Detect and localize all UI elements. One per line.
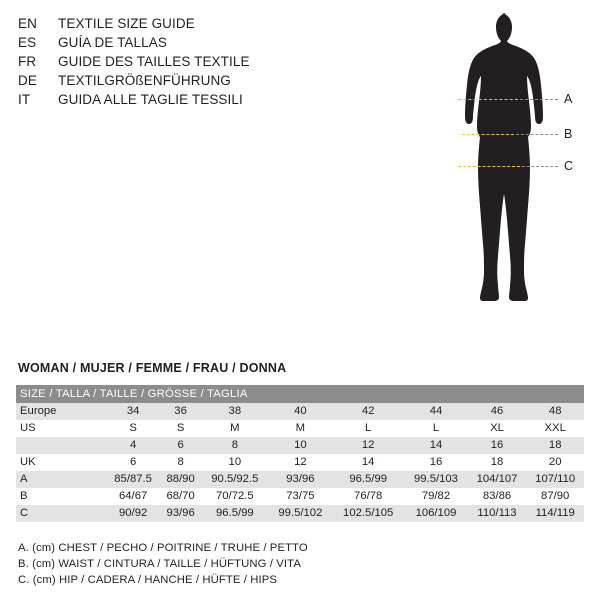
language-row xyxy=(18,92,348,111)
cell: 14 xyxy=(332,454,404,471)
cell: 79/82 xyxy=(404,488,467,505)
cell: 93/96 xyxy=(269,471,332,488)
cell: 83/86 xyxy=(468,488,527,505)
cell: M xyxy=(269,420,332,437)
cell: 40 xyxy=(269,403,332,420)
size-table xyxy=(16,385,584,522)
language-code: IT xyxy=(18,92,31,107)
table-header-row xyxy=(16,385,584,403)
cell: 44 xyxy=(404,403,467,420)
language-row xyxy=(18,73,348,92)
cell: 12 xyxy=(332,437,404,454)
row-label: B xyxy=(16,488,106,505)
section-title: WOMAN / MUJER / FEMME / FRAU / DONNA xyxy=(18,361,287,375)
cell: 114/119 xyxy=(526,505,584,522)
cell: 104/107 xyxy=(468,471,527,488)
cell: 96.5/99 xyxy=(332,471,404,488)
marker-label-a: A xyxy=(564,92,573,106)
measurement-legend xyxy=(18,540,308,588)
row-label: C xyxy=(16,505,106,522)
cell: 16 xyxy=(404,454,467,471)
language-code: EN xyxy=(18,16,37,31)
language-code: DE xyxy=(18,73,37,88)
waist-measure-line xyxy=(462,134,514,135)
language-title: TEXTILE SIZE GUIDE xyxy=(58,16,195,31)
cell: 12 xyxy=(269,454,332,471)
cell: 8 xyxy=(201,437,269,454)
language-row xyxy=(18,16,348,35)
cell: 110/113 xyxy=(468,505,527,522)
cell: 18 xyxy=(526,437,584,454)
marker-label-c: C xyxy=(564,159,574,173)
cell: L xyxy=(332,420,404,437)
cell: 107/110 xyxy=(526,471,584,488)
row-label: Europe xyxy=(16,403,106,420)
cell: S xyxy=(106,420,160,437)
body-outline-icon xyxy=(430,8,590,368)
cell: 38 xyxy=(201,403,269,420)
legend-item-b: B. (cm) WAIST / CINTURA / TAILLE / HÜFTUNG / VITA xyxy=(18,558,301,570)
cell: 6 xyxy=(160,437,201,454)
cell: 20 xyxy=(526,454,584,471)
legend-item-c: C. (cm) HIP / CADERA / HANCHE / HÜFTE / HIPS xyxy=(18,574,278,586)
cell: 6 xyxy=(106,454,160,471)
table-header-label: SIZE / TALLA / TAILLE / GRÖSSE / TAGLIA xyxy=(16,385,584,403)
cell: 99.5/102 xyxy=(269,505,332,522)
cell: 96.5/99 xyxy=(201,505,269,522)
cell: 42 xyxy=(332,403,404,420)
waist-leader-line xyxy=(516,134,558,135)
cell: 88/90 xyxy=(160,471,201,488)
cell: 85/87.5 xyxy=(106,471,160,488)
hip-leader-line xyxy=(522,166,558,167)
cell: 48 xyxy=(526,403,584,420)
cell: 4 xyxy=(106,437,160,454)
cell: 102.5/105 xyxy=(332,505,404,522)
cell: 8 xyxy=(160,454,201,471)
table-row xyxy=(16,454,584,471)
cell: 76/78 xyxy=(332,488,404,505)
marker-label-b: B xyxy=(564,127,573,141)
language-code: ES xyxy=(18,35,37,50)
cell: XXL xyxy=(526,420,584,437)
table-row xyxy=(16,471,584,488)
chest-leader-line xyxy=(520,99,558,100)
cell: 18 xyxy=(468,454,527,471)
cell: S xyxy=(160,420,201,437)
cell: 73/75 xyxy=(269,488,332,505)
language-title: GUÍA DE TALLAS xyxy=(58,35,167,50)
language-title-block xyxy=(18,16,348,111)
hip-measure-line xyxy=(458,166,520,167)
cell: 46 xyxy=(468,403,527,420)
cell: 10 xyxy=(269,437,332,454)
chest-measure-line xyxy=(458,99,518,100)
cell: 64/67 xyxy=(106,488,160,505)
language-row xyxy=(18,35,348,54)
table-row xyxy=(16,437,584,454)
cell: 87/90 xyxy=(526,488,584,505)
table-row xyxy=(16,505,584,522)
cell: 99.5/103 xyxy=(404,471,467,488)
cell: 90/92 xyxy=(106,505,160,522)
table-row xyxy=(16,420,584,437)
legend-item-a: A. (cm) CHEST / PECHO / POITRINE / TRUHE / PETTO xyxy=(18,542,308,554)
cell: L xyxy=(404,420,467,437)
cell: 90.5/92.5 xyxy=(201,471,269,488)
cell: XL xyxy=(468,420,527,437)
cell: 34 xyxy=(106,403,160,420)
cell: 68/70 xyxy=(160,488,201,505)
language-code: FR xyxy=(18,54,37,69)
row-label xyxy=(16,437,106,454)
cell: 14 xyxy=(404,437,467,454)
row-label: US xyxy=(16,420,106,437)
cell: 10 xyxy=(201,454,269,471)
cell: 106/109 xyxy=(404,505,467,522)
table-row xyxy=(16,403,584,420)
cell: 70/72.5 xyxy=(201,488,269,505)
language-title: TEXTILGRÖßENFÜHRUNG xyxy=(58,73,231,88)
cell: M xyxy=(201,420,269,437)
cell: 93/96 xyxy=(160,505,201,522)
row-label: A xyxy=(16,471,106,488)
language-row xyxy=(18,54,348,73)
language-title: GUIDA ALLE TAGLIE TESSILI xyxy=(58,92,243,107)
cell: 36 xyxy=(160,403,201,420)
row-label: UK xyxy=(16,454,106,471)
language-title: GUIDE DES TAILLES TEXTILE xyxy=(58,54,250,69)
female-body-silhouette xyxy=(430,8,590,368)
cell: 16 xyxy=(468,437,527,454)
table-row xyxy=(16,488,584,505)
